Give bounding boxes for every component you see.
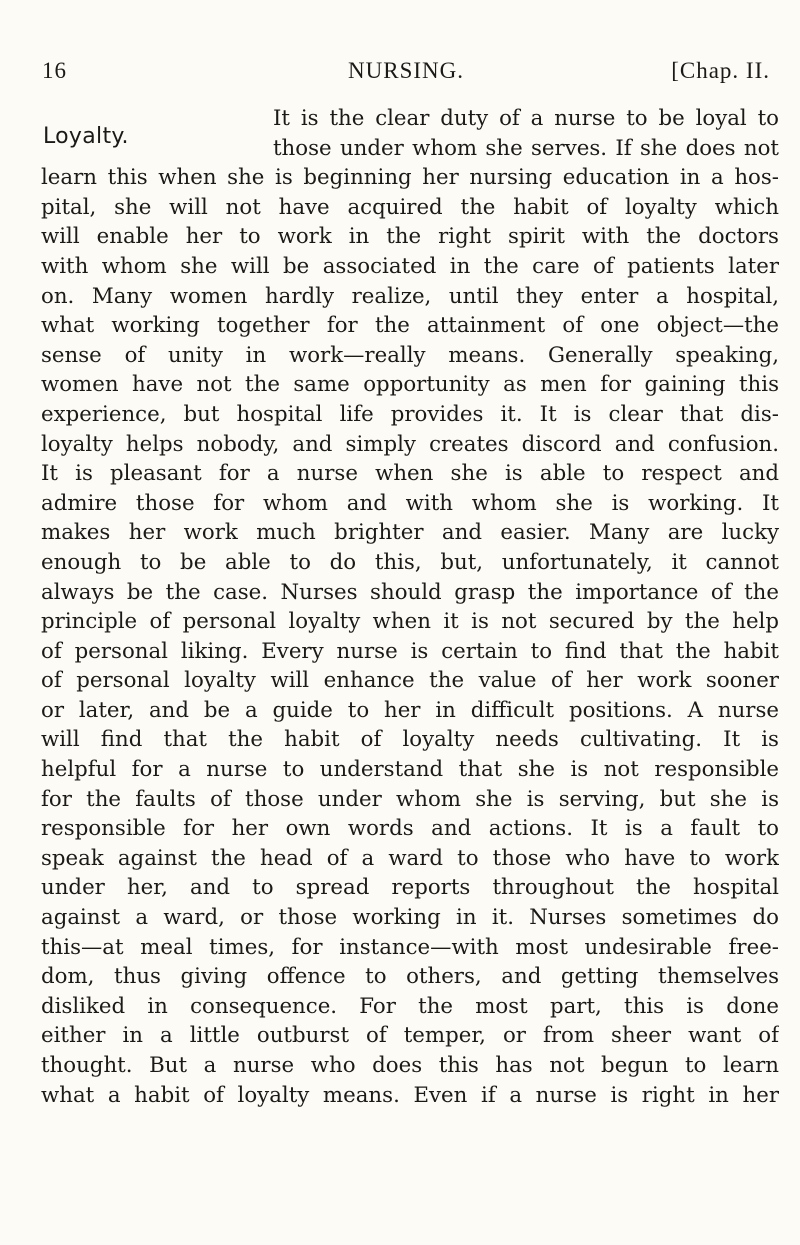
text-line: pital, she will not have acquired the habit of loyalty which (41, 194, 779, 220)
text-line: for the faults of those under whom she is serving, but she is (41, 786, 779, 812)
text-line: speak against the head of a ward to those who have to work (41, 845, 779, 871)
running-header (42, 58, 770, 90)
text-line: will find that the habit of loyalty needs cultivating. It is (41, 727, 779, 753)
text-line: what working together for the attainment of one object—the (41, 313, 779, 339)
body-paragraph (41, 104, 779, 1110)
chapter-label: [Chap. II. (671, 58, 770, 83)
margin-heading: Loyalty. (43, 124, 129, 149)
text-line: always be the case. Nurses should grasp the importance of the (41, 579, 779, 605)
text-line: either in a little outburst of temper, or from sheer want of (41, 1023, 779, 1049)
text-line: helpful for a nurse to understand that she is not responsible (41, 757, 779, 783)
text-line: responsible for her own words and actions. It is a fault to (41, 816, 779, 842)
text-line: dom, thus giving offence to others, and getting themselves (41, 964, 779, 990)
text-line: women have not the same opportunity as men for gaining this (41, 372, 779, 398)
text-line: It is pleasant for a nurse when she is able to respect and (41, 461, 779, 487)
text-line: admire those for whom and with whom she is working. It (41, 490, 779, 516)
text-line: disliked in consequence. For the most part, this is done (41, 993, 779, 1019)
text-line: principle of personal loyalty when it is not secured by the help (41, 609, 779, 635)
text-line: of personal liking. Every nurse is certain to find that the habit (41, 638, 779, 664)
text-line: under her, and to spread reports throughout the hospital (41, 875, 779, 901)
text-line: experience, but hospital life provides it. It is clear that dis- (41, 401, 779, 427)
text-line: what a habit of loyalty means. Even if a nurse is right in her (41, 1082, 779, 1108)
text-line: with whom she will be associated in the care of patients later (41, 253, 779, 279)
text-line: thought. But a nurse who does this has not begun to learn (41, 1053, 779, 1078)
text-line: this—at meal times, for instance—with most undesirable free- (41, 934, 779, 960)
text-line: sense of unity in work—really means. Generally speaking, (41, 342, 779, 368)
text-line: against a ward, or those working in it. Nurses sometimes do (41, 905, 779, 931)
text-line: makes her work much brighter and easier. Many are lucky (41, 520, 779, 546)
running-title: NURSING. (348, 58, 464, 83)
text-line: enough to be able to do this, but, unfortunately, it cannot (41, 549, 779, 575)
text-line: those under whom she serves. If she does not (273, 135, 779, 161)
page-number: 16 (42, 58, 67, 83)
text-line: on. Many women hardly realize, until they enter a hospital, (41, 283, 779, 309)
text-line: It is the clear duty of a nurse to be loyal to (273, 106, 779, 131)
text-line: of personal loyalty will enhance the value of her work sooner (41, 668, 779, 694)
text-line: loyalty helps nobody, and simply creates discord and confusion. (41, 431, 779, 457)
text-line: will enable her to work in the right spirit with the doctors (41, 224, 779, 250)
text-line: learn this when she is beginning her nursing education in a hos- (41, 165, 779, 191)
text-line: or later, and be a guide to her in difficult positions. A nurse (41, 697, 779, 723)
